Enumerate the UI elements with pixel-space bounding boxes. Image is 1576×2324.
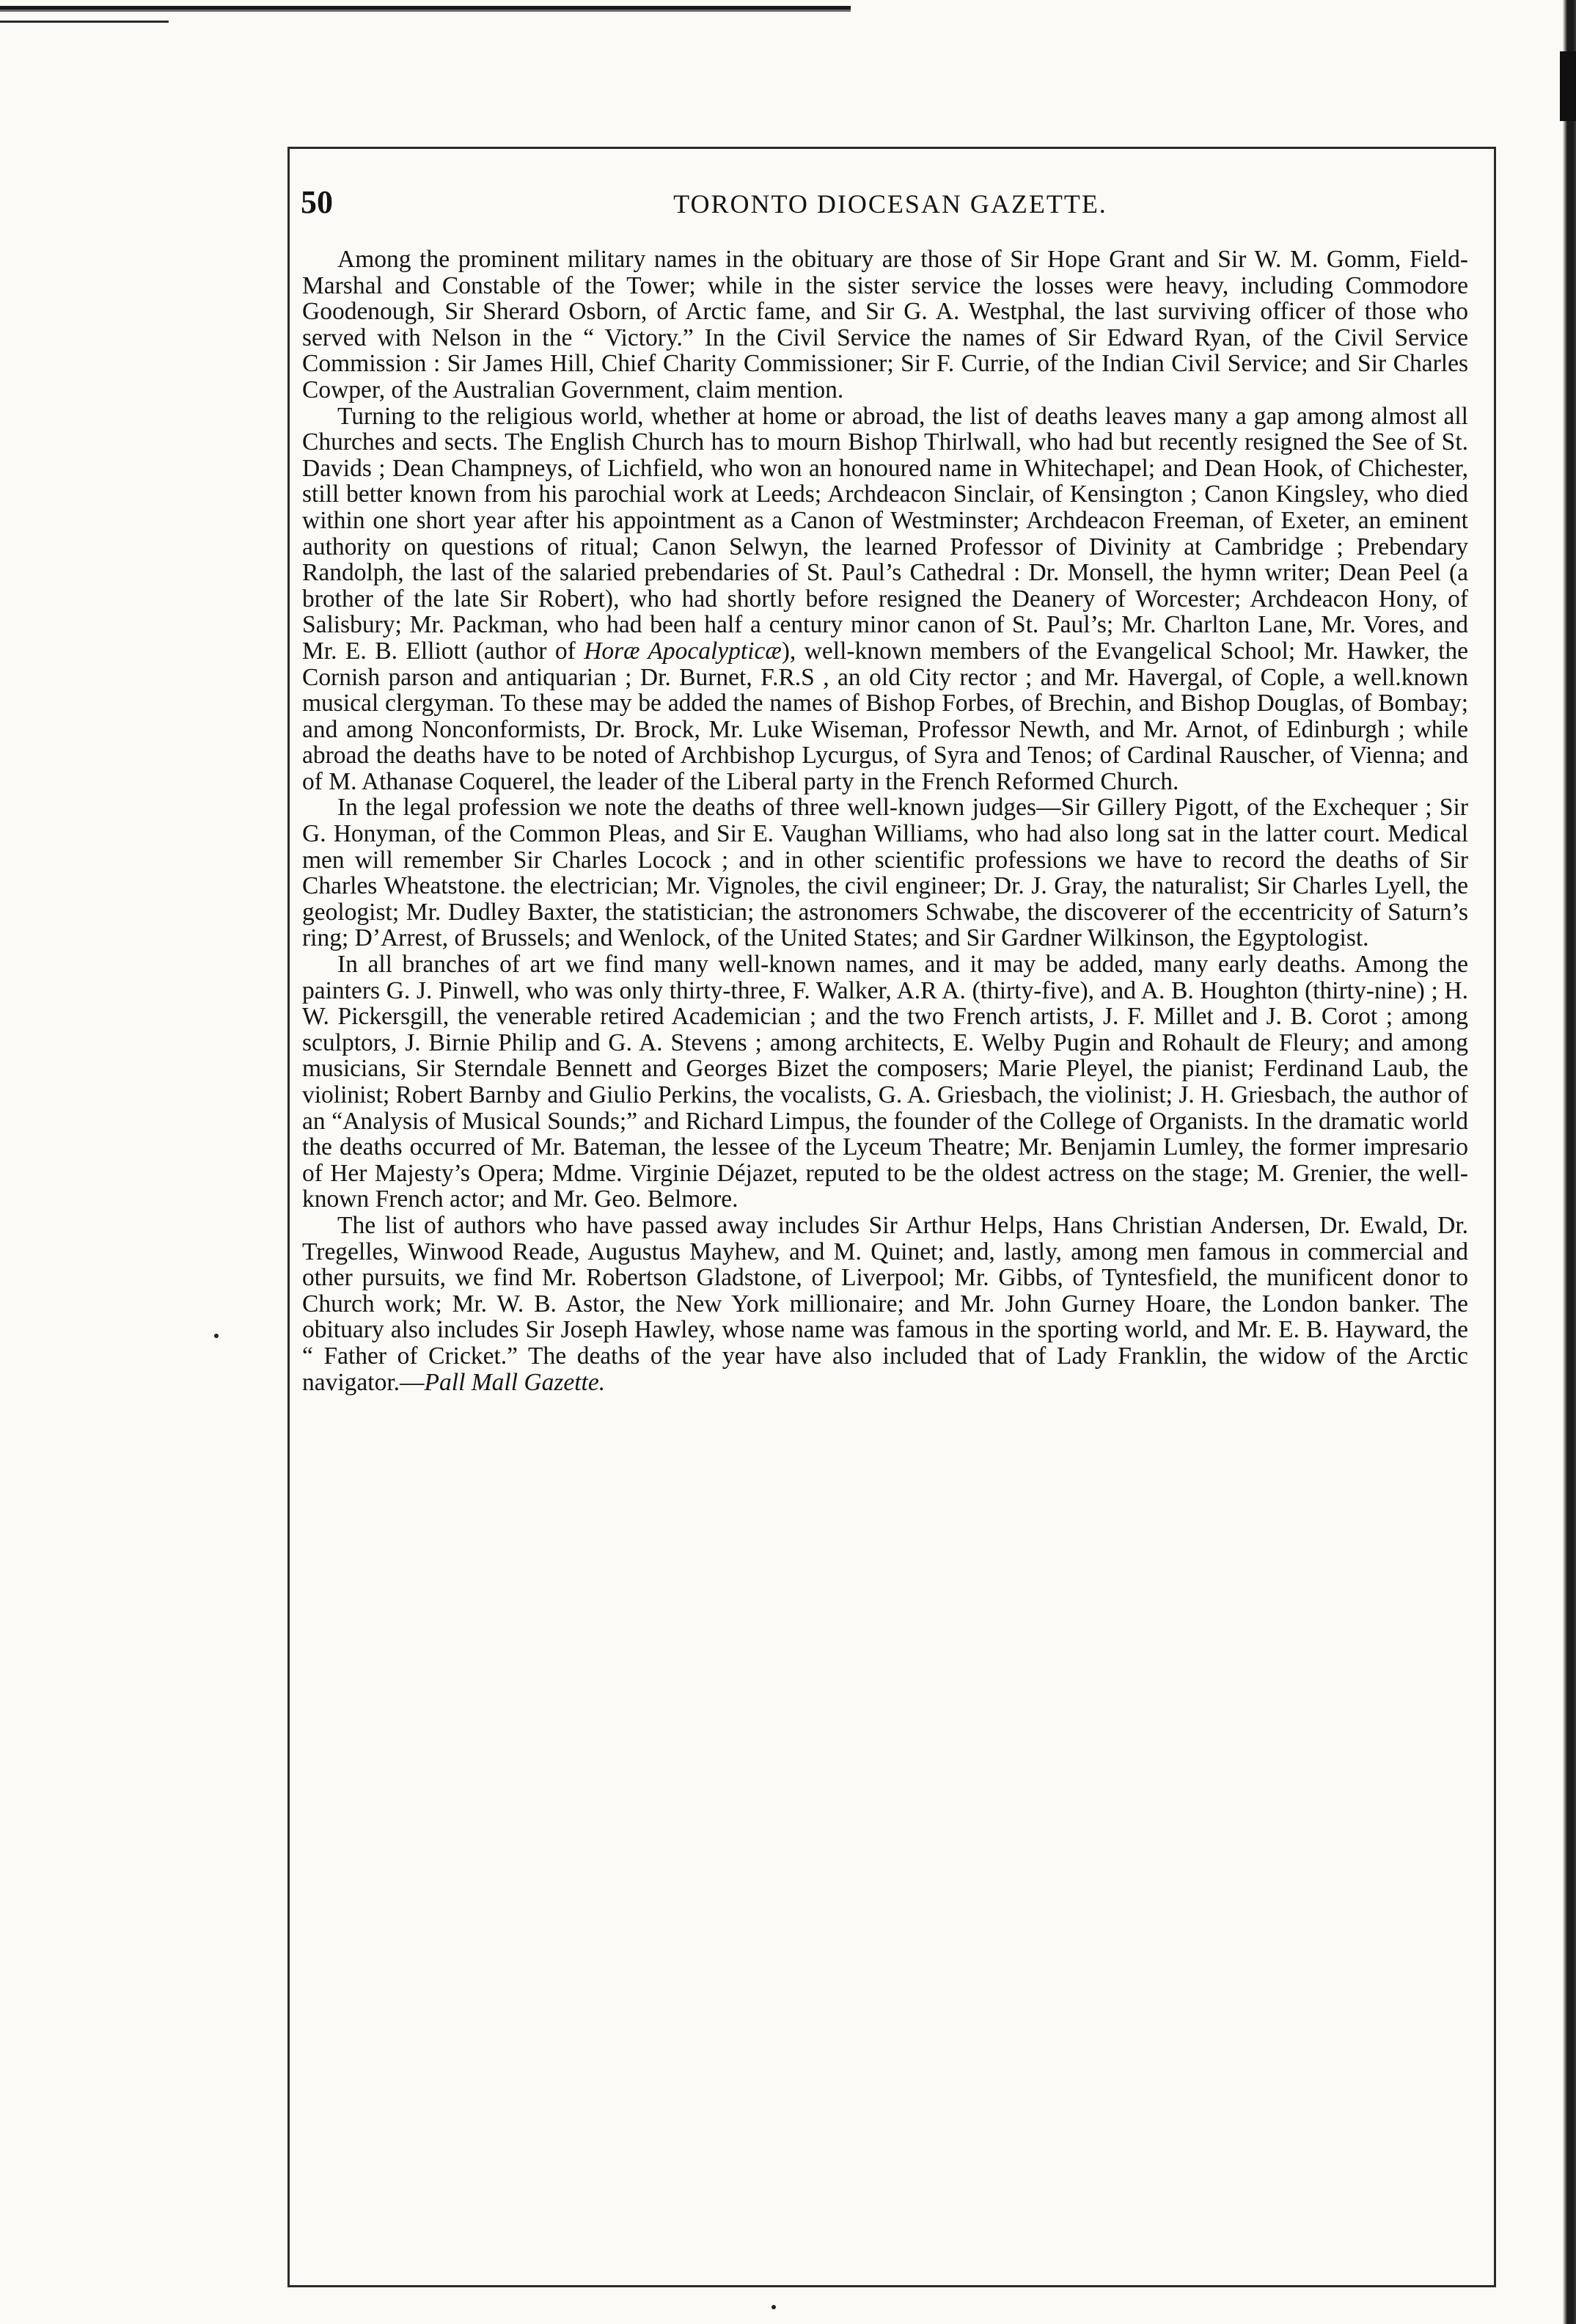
- binding-edge: [1563, 0, 1576, 2324]
- top-edge-rule-thin: [0, 21, 169, 23]
- book-title-italic: Horæ Apocalypticæ: [584, 637, 782, 665]
- paragraph-military: Among the prominent military names in the obituary are those of Sir Hope Grant and Sir W. M. Gomm, Field-Marshal and Constable of the Tower; while in the sister service the losses were heavy, including Commodore Goodenough, Sir Sherard Osborn, of Arctic fame, and Sir G. A. Westphal, the last surviving officer of those who served with Nelson in the “ Victory.” In the Civil Service the names of Sir Edward Ryan, of the Civil Service Commission : Sir James Hill, Chief Charity Commissioner; Sir F. Currie, of the Indian Civil Service; and Sir Charles Cowper, of the Australian Government, claim mention.: [302, 246, 1468, 403]
- top-edge-rule: [0, 6, 851, 15]
- paragraph-legal-scientific: In the legal profession we note the deaths of three well-known judges—Sir Gillery Pigott, of the Exchequer ; Sir G. Honyman, of the Common Pleas, and Sir E. Vaughan Williams, who had also long sat in the latter court. Medical men will remember Sir Charles Locock ; and in other scientific professions we have to record the deaths of Sir Charles Wheatstone. the electrician; Mr. Vignoles, the civil engineer; Dr. J. Gray, the naturalist; Sir Charles Lyell, the geologist; Mr. Dudley Baxter, the statistician; the astronomers Schwabe, the discoverer of the eccentricity of Saturn’s ring; D’Arrest, of Brussels; and Wenlock, of the United States; and Sir Gardner Wilkinson, the Egyptologist.: [302, 794, 1468, 952]
- paragraph-religious-text-b: ), well-known members of the Evangelical School; Mr. Hawker, the Cornish parson and antiquarian ; Dr. Burnet, F.R.S , an old City rector ; and Mr. Havergal, of Cople, a well.known musical clergyman. To these may be added the names of Bishop Forbes, of Brechin, and Bishop Douglas, of Bombay; and among Nonconformists, Dr. Brock, Mr. Luke Wiseman, Professor Newth, and Mr. Arnot, of Edinburgh ; while abroad the deaths have to be noted of Archbishop Lycurgus, of Syra and Tenos; of Cardinal Rauscher, of Vienna; and of M. Athanase Coquerel, the leader of the Liberal party in the French Reformed Church.: [302, 637, 1469, 795]
- bottom-speck: [771, 2305, 776, 2309]
- paragraph-authors: [302, 1213, 1468, 1395]
- page-header: [299, 180, 1481, 232]
- paragraph-religious-text-a: Turning to the religious world, whether at home or abroad, the list of deaths leaves many a gap among almost all Churches and sects. The English Church has to mourn Bishop Thirlwall, who had but recently resigned the See of St. Davids ; Dean Champneys, of Lichfield, who won an honoured name in Whitechapel; and Dean Hook, of Chichester, still better known from his parochial work at Leeds; Archdeacon Sinclair, of Kensington ; Canon Kingsley, who died within one short year after his appointment as a Canon of Westminster; Archdeacon Freeman, of Exeter, an eminent authority on questions of ritual; Canon Selwyn, the learned Professor of Divinity at Cambridge ; Prebendary Randolph, the last of the salaried prebendaries of St. Paul’s Cathedral : Dr. Monsell, the hymn writer; Dean Peel (a brother of the late Sir Robert), who had shortly before resigned the Deanery of Worcester; Archdeacon Hony, of Salisbury; Mr. Packman, who had been half a century minor canon of St. Paul’s; Mr. Charlton Lane, Mr. Vores, and Mr. E. B. Elliott (author of: [302, 402, 1468, 665]
- source-citation: Pall Mall Gazette.: [424, 1368, 606, 1396]
- article-body: [302, 246, 1468, 1395]
- running-title: TORONTO DIOCESAN GAZETTE.: [673, 189, 1107, 219]
- paragraph-religious: [302, 403, 1468, 795]
- binding-edge-mark: [1560, 51, 1576, 121]
- paragraph-authors-text: The list of authors who have passed away includes Sir Arthur Helps, Hans Christian Andersen, Dr. Ewald, Dr. Tregelles, Winwood Reade, Augustus Mayhew, and M. Quinet; and, lastly, among men famous in commercial and other pursuits, we find Mr. Robertson Gladstone, of Liverpool; Mr. Gibbs, of Tyntesfield, the munificent donor to Church work; Mr. W. B. Astor, the New York millionaire; and Mr. John Gurney Hoare, the London banker. The obituary also includes Sir Joseph Hawley, whose name was famous in the sporting world, and Mr. E. B. Hayward, the “ Father of Cricket.” The deaths of the year have also included that of Lady Franklin, the widow of the Arctic navigator.—: [302, 1211, 1468, 1396]
- paragraph-art: In all branches of art we find many well-known names, and it may be added, many early deaths. Among the painters G. J. Pinwell, who was only thirty-three, F. Walker, A.R A. (thirty-five), and A. B. Houghton (thirty-nine) ; H. W. Pickersgill, the venerable retired Academician ; and the two French artists, J. F. Millet and J. B. Corot ; among sculptors, J. Birnie Philip and G. A. Stevens ; among architects, E. Welby Pugin and Rohault de Fleury; and among musicians, Sir Sterndale Bennett and Georges Bizet the composers; Marie Pleyel, the pianist; Ferdinand Laub, the violinist; Robert Barnby and Giulio Perkins, the vocalists, G. A. Griesbach, the violinist; J. H. Griesbach, the author of an “Analysis of Musical Sounds;” and Richard Limpus, the founder of the College of Organists. In the dramatic world the deaths occurred of Mr. Bateman, the lessee of the Lyceum Theatre; Mr. Benjamin Lumley, the former impresario of Her Majesty’s Opera; Mdme. Virginie Déjazet, reputed to be the oldest actress on the stage; M. Grenier, the well-known French actor; and Mr. Geo. Belmore.: [302, 951, 1468, 1213]
- page-number: 50: [301, 184, 333, 220]
- margin-speck: [214, 1334, 219, 1338]
